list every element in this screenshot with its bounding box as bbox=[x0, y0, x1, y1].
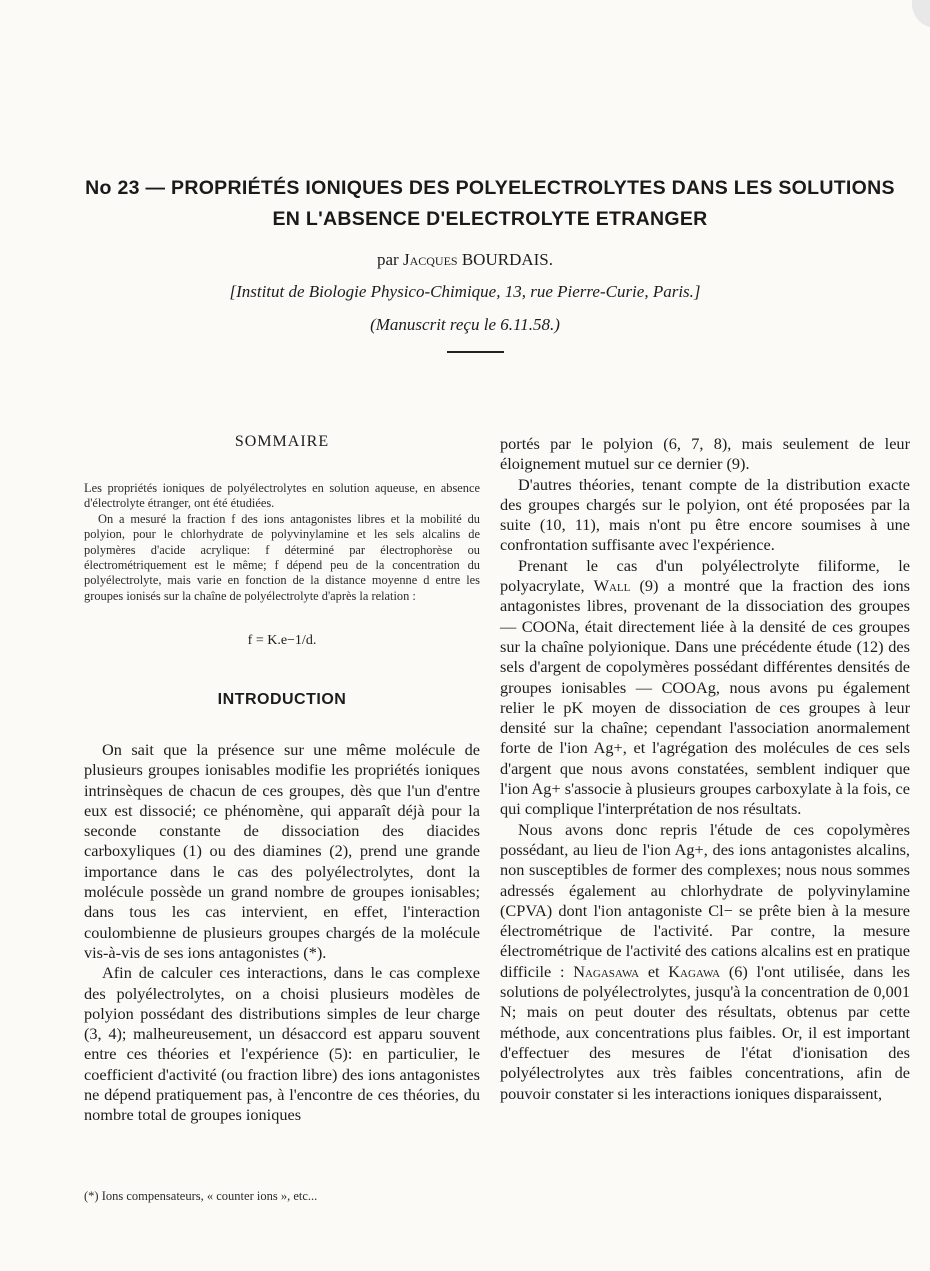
right-column-body bbox=[500, 434, 910, 1104]
intro-paragraph-2: Afin de calculer ces interactions, dans le cas complexe des polyélectrolytes, on a choisi plusieurs modèles de polyion possédant des distributions simples de leur charge (3, 4); malheureusement, un désaccord est apparu souvent entre ces théories et l'expérience (5): en particulier, le coefficient d'activité (ou fraction libre) des ions antagonistes ne dépend pratiquement pas, à l'encontre de ces théories, du nombre total de groupes ioniques bbox=[84, 963, 480, 1125]
by-prefix: par bbox=[377, 250, 399, 269]
right-paragraph-2 bbox=[500, 556, 910, 820]
paper-title-line-2: EN L'ABSENCE D'ELECTROLYTE ETRANGER bbox=[272, 208, 708, 230]
footnote: (*) Ions compensateurs, « counter ions », etc... bbox=[84, 1189, 318, 1203]
author-byline bbox=[0, 250, 930, 270]
author-wall: Wall bbox=[593, 576, 631, 596]
summary-heading: SOMMAIRE bbox=[234, 433, 330, 450]
author-nagasawa: Nagasawa bbox=[573, 961, 640, 981]
summary-block bbox=[84, 481, 480, 604]
summary-formula: f = K.e−1/d. bbox=[247, 633, 317, 648]
introduction-body bbox=[84, 740, 480, 1126]
p3-text-a: Nous avons donc repris l'étude de ces copolymères possédant, au lieu de l'ion Ag+, des ions antagonistes alcalins, non susceptibles de former des complexes; nous nous sommes adressés également au chlorhydrate de polyvinylamine (CPVA) dont l'ion antagoniste Cl− se prête bien à la mesure électrométrique de l'activité. Par contre, la mesure électrométrique de l'activité des cations alcalins est en pratique difficile : bbox=[500, 819, 910, 981]
p2-text-b: (9) a montré que la fraction des ions antagonistes libres, provenant de la dissociation des groupes — COONa, était directement liée à la densité de ces groupes sur la chaîne polyionique. Dans une précédente étude (12) des sels d'argent de copolymères possédant différentes densités de groupes ionisables — COOAg, nous avons pu également relier le pK moyen de dissociation de ces groupes à leur densité sur la chaîne; cependant l'association anormalement forte de l'ion Ag+, et l'agrégation des molécules de ces sels d'argent que nous avons constatées, semblent indiquer que l'ion Ag+ s'associe à plusieurs groupes carboxylate à la fois, ce qui complique l'interprétation de nos résultats. bbox=[500, 576, 910, 819]
summary-paragraph-1: Les propriétés ioniques de polyélectrolytes en solution aqueuse, en absence d'électrolyte étranger, ont été étudiées. bbox=[84, 481, 480, 511]
paper-title-line-1: No 23 — PROPRIÉTÉS IONIQUES DES POLYELECTROLYTES DANS LES SOLUTIONS bbox=[85, 177, 895, 199]
right-paragraph-3 bbox=[500, 820, 910, 1104]
institution: [Institut de Biologie Physico-Chimique, 13, rue Pierre-Curie, Paris.] bbox=[229, 282, 701, 301]
right-paragraph-continued: portés par le polyion (6, 7, 8), mais seulement de leur éloignement mutuel sur ce dernier (9). bbox=[500, 434, 910, 474]
summary-paragraph-2: On a mesuré la fraction f des ions antagonistes libres et la mobilité du polyion, pour le chlorhydrate de polyvinylamine et les sels alcalins de polymères d'acide acrylique: f déterminé par électrophorèse ou électrométriquement est le même; f dépend peu de la concentration du polyélectrolyte, mais varie en fonction de la distance moyenne d entre les groupes ionisés sur la chaîne de polyélectrolyte d'après la relation : bbox=[84, 511, 480, 603]
author-last-name: BOURDAIS. bbox=[461, 250, 553, 269]
page-corner-shadow bbox=[912, 0, 930, 28]
p2-text-a: Prenant le cas d'un polyélectrolyte filiforme, le polyacrylate, bbox=[500, 555, 910, 596]
author-first-name: Jacques bbox=[402, 250, 458, 269]
intro-paragraph-1: On sait que la présence sur une même molécule de plusieurs groupes ionisables modifie les propriétés ioniques intrinsèques de chacun de ces groupes, dès que l'un d'entre eux est dissocié; ce phénomène, qui apparaît déjà pour la seconde constante de dissociation des diacides carboxyliques (1) ou des diamines (2), prend une grande importance dans le cas des polyélectrolytes, dont la molécule possède un grand nombre de groupes ionisables; dans tous les cas intervient, en effet, l'interaction coulombienne de plusieurs groupes chargés de la molécule vis-à-vis de ses ions antagonistes (*). bbox=[84, 740, 480, 962]
introduction-heading: INTRODUCTION bbox=[217, 691, 347, 708]
author-kagawa: Kagawa bbox=[668, 961, 721, 981]
right-paragraph-1: D'autres théories, tenant compte de la distribution exacte des groupes chargés sur le polyion, ont été proposées par la suite (10, 11), mais n'ont pu être encore soumises à une confrontation suffisante avec l'expérience. bbox=[500, 474, 910, 555]
title-rule bbox=[447, 351, 504, 353]
p3-text-b: (6) l'ont utilisée, dans les solutions de polyélectrolytes, jusqu'à la concentration de 0,001 N; mais on peut douter des résultats, obtenus par cette méthode, aux concentrations plus faibles. Or, il est important d'effectuer des mesures de l'état d'ionisation des polyélectrolytes aux très faibles concentrations, afin de pouvoir constater si les interactions ioniques disparaissent, bbox=[500, 961, 910, 1103]
manuscript-date: (Manuscrit reçu le 6.11.58.) bbox=[370, 315, 560, 334]
p3-and: et bbox=[647, 961, 660, 981]
